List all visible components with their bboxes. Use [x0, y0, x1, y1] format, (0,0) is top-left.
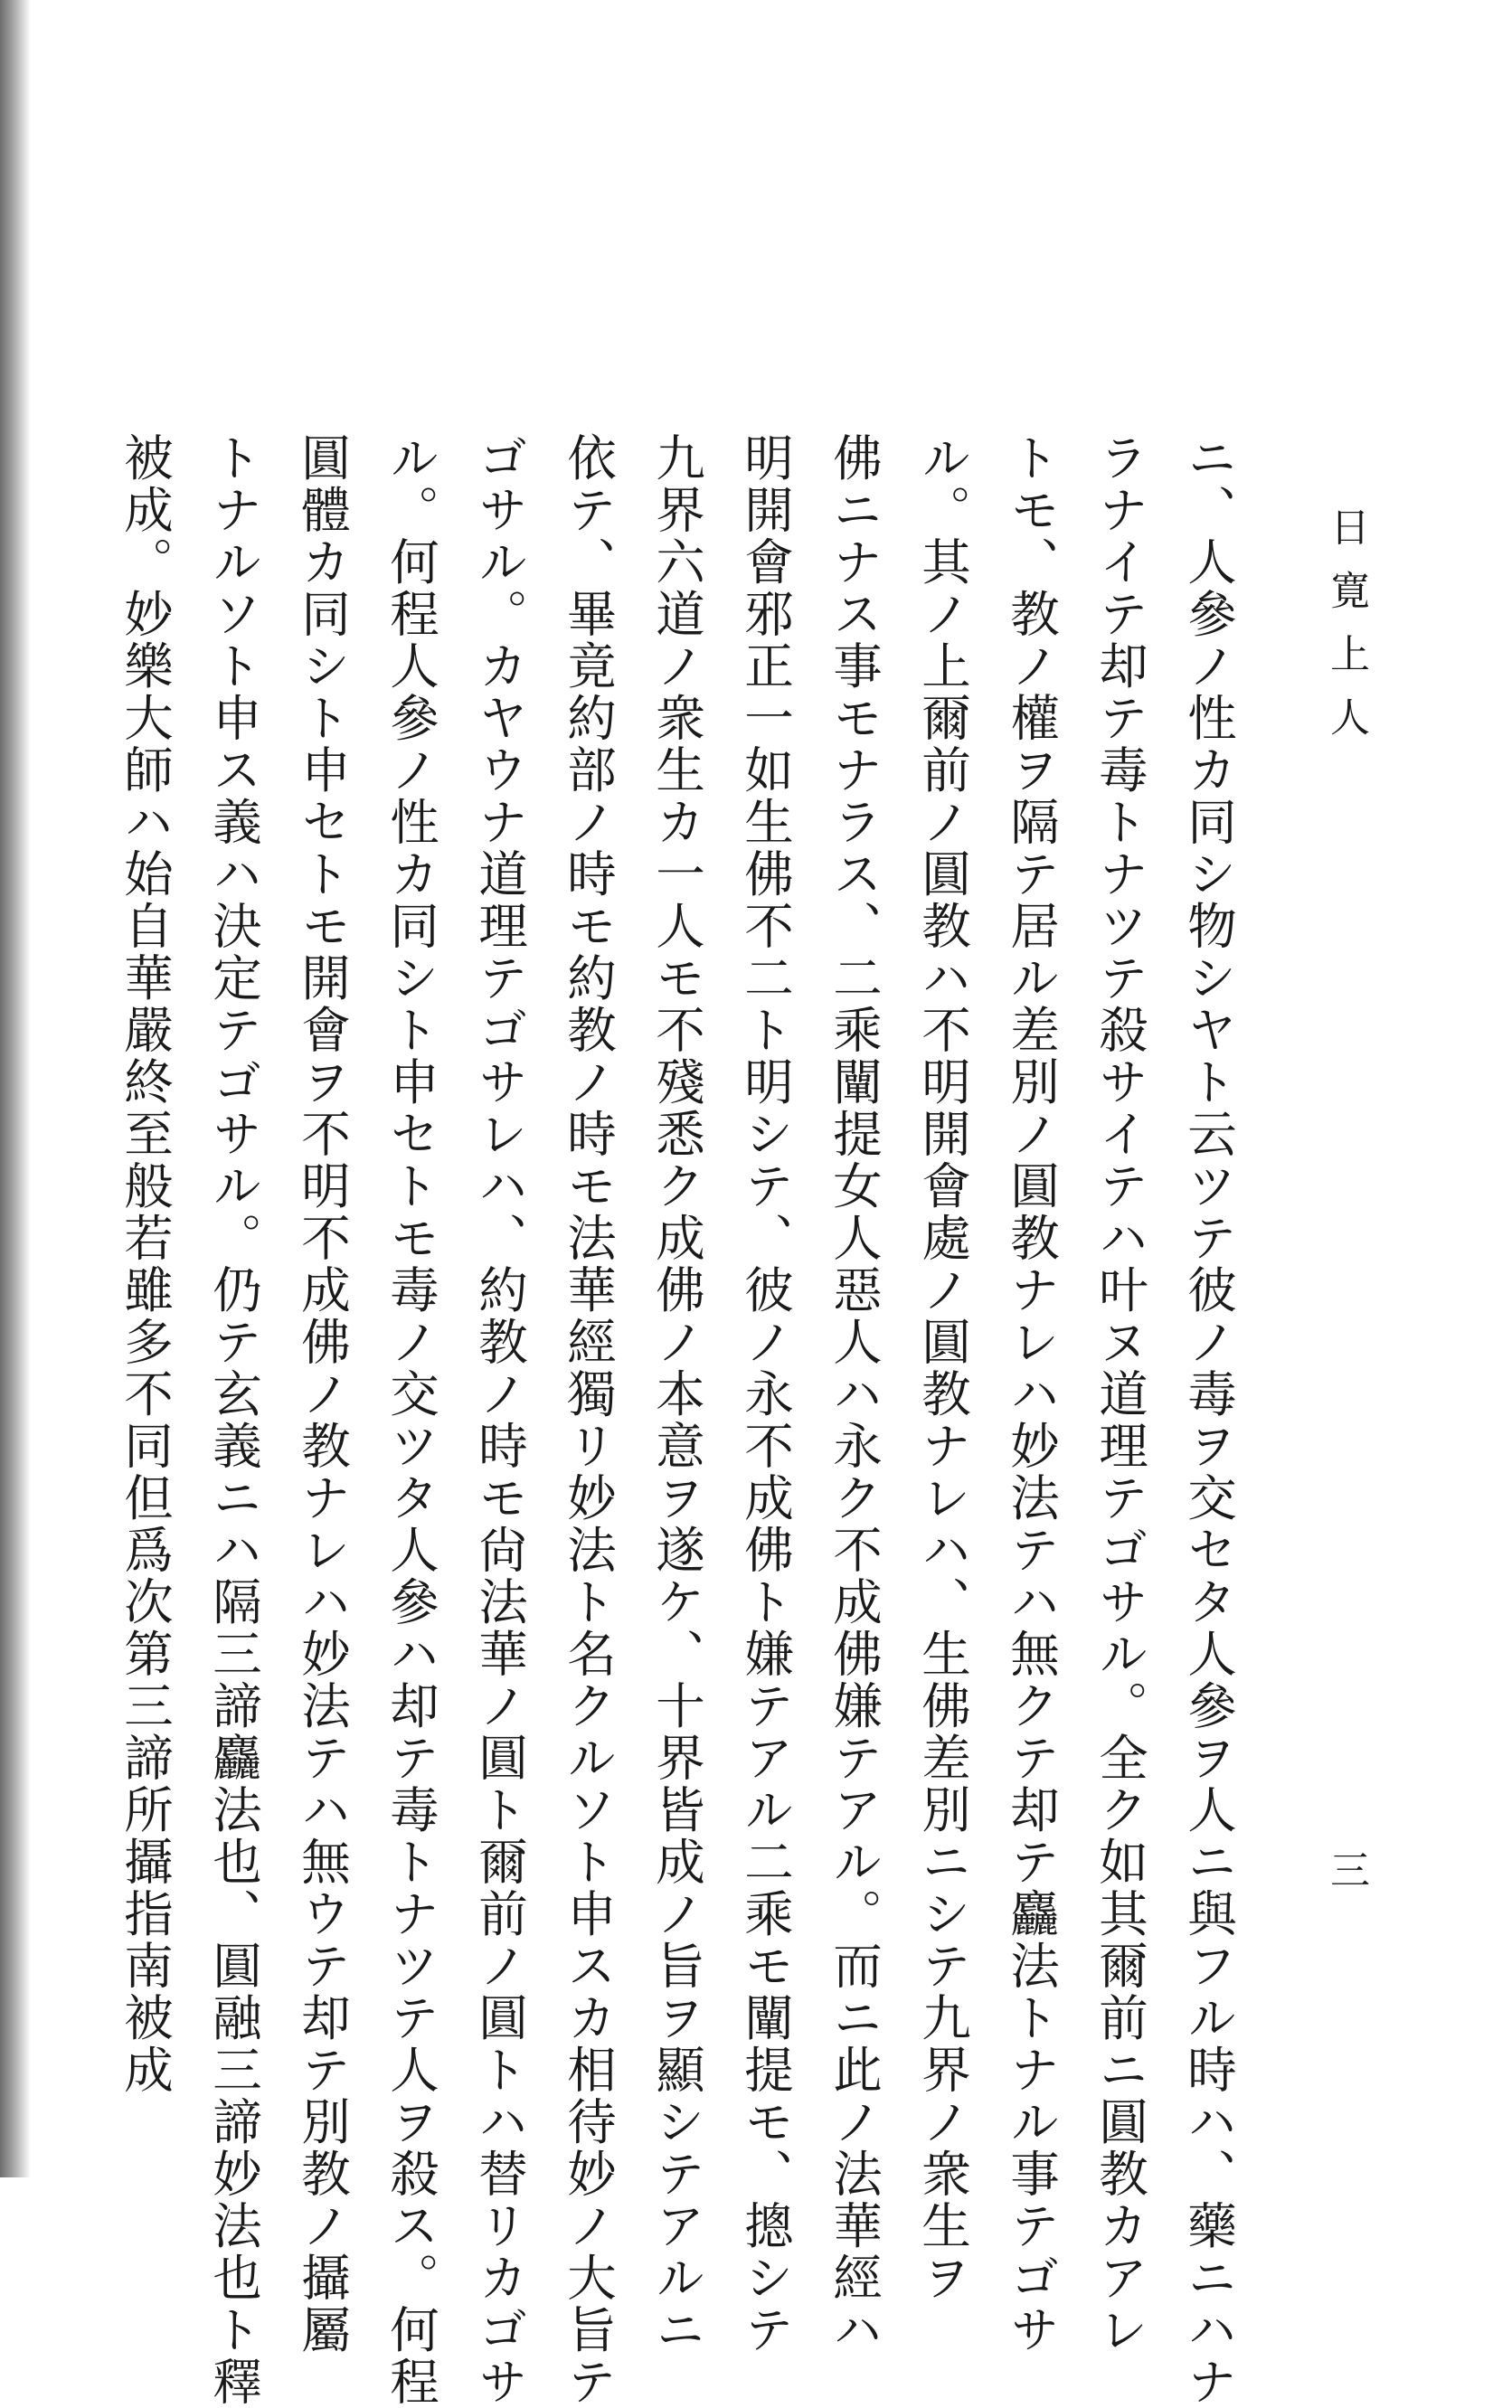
text-line: ル。何程人參ノ性カ同シト申セトモ毒ノ交ツタ人參ハ却テ毒トナツテ人ヲ殺ス。何程	[382, 432, 439, 2408]
running-head: 日寛上人	[1323, 506, 1369, 760]
text-line: ル。其ノ上爾前ノ圓教ハ不明開會處ノ圓教ナレハ、生佛差別ニシテ九界ノ衆生ヲ	[913, 432, 971, 2304]
text-line: ゴサル。カヤウナ道理テゴサレハ、約教ノ時モ尙法華ノ圓ト爾前ノ圓トハ替リカゴサ	[470, 432, 528, 2408]
body-text	[116, 432, 1252, 2408]
text-line: トモ、教ノ權ヲ隔テ居ル差別ノ圓教ナレハ妙法テハ無クテ却テ麤法トナル事テゴサ	[1002, 432, 1060, 2356]
text-line: トナルソト申ス義ハ決定テゴサル。仍テ玄義ニハ隔三諦麤法也、圓融三諦妙法也ト釋	[204, 432, 262, 2408]
text-line: 明開會邪正一如生佛不二ト明シテ、彼ノ永不成佛ト嫌テアル二乘モ闡提モ、摠シテ	[736, 432, 794, 2356]
text-line: 佛ニナス事モナラス、二乘闡提女人惡人ハ永ク不成佛嫌テアル。而ニ此ノ法華經ハ	[825, 432, 883, 2356]
page-number: 三	[1323, 1849, 1369, 1889]
text-line: 圓體カ同シト申セトモ開會ヲ不明不成佛ノ教ナレハ妙法テハ無ウテ却テ別教ノ攝屬	[293, 432, 351, 2356]
page-binding-shadow	[0, 0, 31, 2177]
text-line: 九界六道ノ衆生カ一人モ不殘悉ク成佛ノ本意ヲ遂ケ、十界皆成ノ旨ヲ顯シテアルニ	[647, 432, 705, 2356]
text-line: ニ、人參ノ性カ同シ物シヤト云ツテ彼ノ毒ヲ交セタ人參ヲ人ニ與フル時ハ、藥ニハナ	[1179, 432, 1237, 2408]
text-line: 依テ、畢竟約部ノ時モ約教ノ時モ法華經獨リ妙法ト名クルソト申スカ相待妙ノ大旨テ	[559, 432, 617, 2408]
text-line: ラナイテ却テ毒トナツテ殺サイテハ叶ヌ道理テゴサル。全ク如其爾前ニ圓教カアレ	[1091, 432, 1148, 2356]
text-line: 被成。妙樂大師ハ始自華嚴終至般若雖多不同但爲次第三諦所攝指南被成	[116, 432, 174, 2096]
